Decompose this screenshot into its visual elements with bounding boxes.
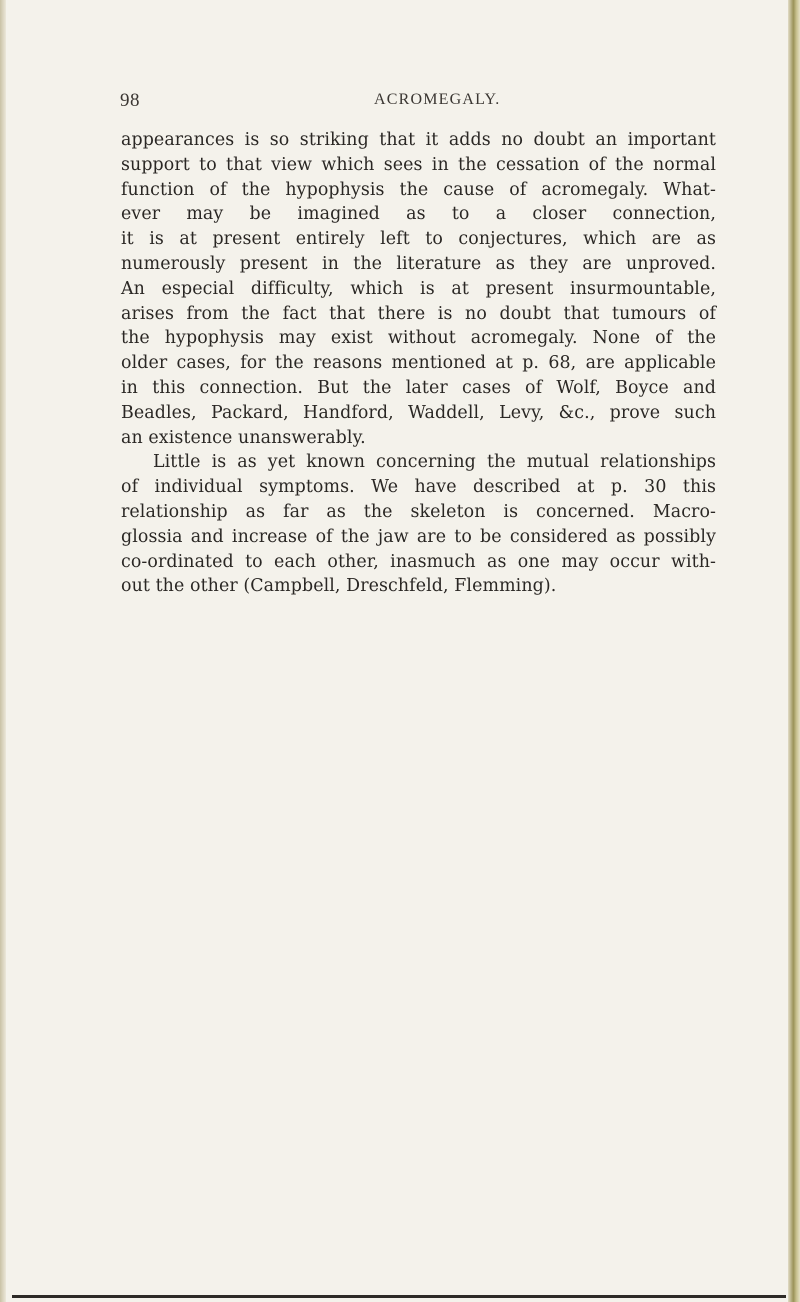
paragraph-1 [121, 128, 716, 450]
text-line: function of the hypophysis the cause of acromegaly. What- [121, 179, 716, 200]
text-line: ever may be imagined as to a closer connection, [121, 204, 716, 225]
text-line: glossia and increase of the jaw are to be considered as possibly [121, 526, 716, 547]
text-line: support to that view which sees in the cessation of the normal [121, 154, 716, 175]
text-line: arises from the fact that there is no doubt that tumours of [121, 303, 716, 324]
text-line: numerously present in the literature as they are unproved. [121, 253, 716, 274]
text-line: an existence unanswerably. [121, 427, 366, 448]
text-line: appearances is so striking that it adds no doubt an important [121, 130, 716, 150]
bottom-border-rule [12, 1295, 786, 1298]
text-line: in this connection. But the later cases of Wolf, Boyce and [121, 377, 716, 398]
paragraph-2 [121, 450, 716, 599]
text-line: out the other (Campbell, Dreschfeld, Flemming). [121, 576, 557, 597]
text-line: of individual symptoms. We have described at p. 30 this [121, 477, 716, 498]
text-line: relationship as far as the skeleton is concerned. Macro- [121, 501, 716, 522]
text-line: co-ordinated to each other, inasmuch as one may occur with- [121, 551, 716, 572]
page-number: 98 [120, 90, 140, 111]
text-line: Beadles, Packard, Handford, Waddell, Levy, &c., prove such [121, 402, 716, 423]
text-line: Little is as yet known concerning the mutual relationships [153, 452, 716, 473]
text-line: the hypophysis may exist without acromegaly. None of the [121, 328, 716, 349]
page-left-edge [0, 0, 6, 1302]
text-line: An especial difficulty, which is at present insurmountable, [121, 278, 716, 299]
running-title: ACROMEGALY. [374, 91, 501, 108]
text-line: it is at present entirely left to conjectures, which are as [121, 229, 716, 250]
page-right-edge [788, 0, 800, 1302]
text-line: older cases, for the reasons mentioned at p. 68, are applicable [121, 353, 716, 374]
body-text [121, 128, 716, 599]
running-head [120, 90, 800, 114]
